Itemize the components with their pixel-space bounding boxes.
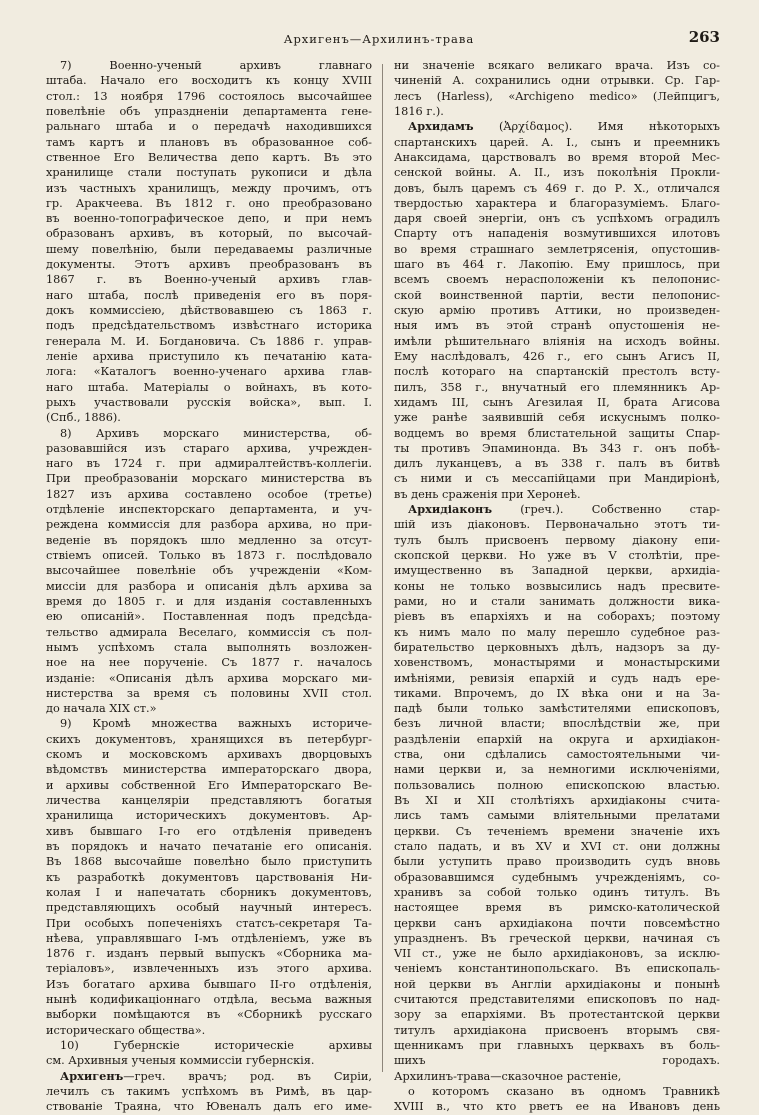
text-line: образованъ архивъ, въ который, по высочай- — [46, 227, 372, 241]
text-line: щенникамъ при главныхъ церквахъ въ боль- — [394, 1039, 720, 1052]
text-line: шій изъ діаконовъ. Первоначально этотъ ти- — [394, 518, 720, 532]
text-line: пользовались полною епископскою властью. — [394, 778, 720, 792]
text-line: водцемъ во время блистательной защиты Спар- — [394, 426, 720, 440]
text-line: скомъ и московскомъ архивахъ дворцовыхъ — [46, 748, 372, 762]
text-line: уже ранѣе заявившій себя искуснымъ полко- — [394, 411, 720, 425]
text-line: безъ личной власти; впослѣдствіи же, при — [394, 717, 720, 731]
text-line: изданіе: «Описанія дѣлъ архива морскаго ми- — [46, 671, 372, 685]
text-line: титулъ архидіакона присвоенъ вторымъ свя- — [394, 1023, 720, 1037]
text-line: образовавшимся судебнымъ учрежденіямъ, со- — [394, 870, 720, 884]
text-line: Изъ богатаго архива бывшаго II-го отдѣленія, — [46, 977, 372, 991]
text-line: шему повелѣнію, были передаваемы различные — [46, 242, 372, 256]
page-header — [38, 28, 720, 50]
text-line: время до 1805 г. и для изданія составленныхъ — [46, 594, 372, 608]
text-line: ственное Его Величества депо картъ. Въ это — [46, 150, 372, 164]
text-line: съ ними и съ мессапійцами при Мандиріонѣ, — [394, 472, 720, 486]
entry-headword: Архидамъ — [408, 119, 474, 134]
text-line: ченіемъ константинопольскаго. Въ епископаль- — [394, 962, 720, 976]
text-line: ныя имъ въ этой странѣ опустошенія не- — [394, 319, 720, 333]
text-line: ствованіе Траяна, что Ювеналъ далъ его име- — [46, 1100, 372, 1114]
text-line: документы. Этотъ архивъ преобразованъ въ — [46, 258, 372, 272]
text-line: спартанскихъ царей. А. I., сынъ и преемникъ — [394, 135, 720, 149]
text-line: были уступить право производить судъ вновь — [394, 855, 720, 869]
running-head: Архигенъ—Архилинъ-трава — [283, 32, 475, 46]
text-line: ховенствомъ, монастырями и монастырскими — [394, 656, 720, 670]
text-line: рами, но и стали занимать должности вика- — [394, 594, 720, 608]
text-line: довъ, былъ царемъ съ 469 г. до Р. Х., отличался — [394, 181, 720, 195]
text-line: нистерства за время съ половины XVII стол. — [46, 686, 372, 700]
text-line: ни значеніе всякаго великаго врача. Изъ со- — [394, 59, 720, 72]
text-line: нынѣ кодификаціоннаго отдѣла, весьма важныя — [46, 993, 372, 1007]
text-line: лись тамъ самыми вліятельными прелатами — [394, 809, 720, 823]
text-line: наго штаба. Матеріалы о войнахъ, въ кото- — [46, 380, 372, 394]
text-line: твердостью характера и благоразуміемъ. Благо- — [394, 196, 720, 210]
text-line: имѣніями, ревизія епархій и судъ надъ ере- — [394, 671, 720, 685]
text-line: имѣли рѣшительнаго вліянія на исходъ войны. — [394, 334, 720, 348]
text-line: хидамъ III, сынъ Агезилая II, брата Агисова — [394, 395, 720, 409]
text-line: ное на нее порученіе. Съ 1877 г. началось — [46, 656, 372, 670]
text-line: 1816 г.). — [394, 104, 444, 118]
text-line: ральнаго штаба и о передачѣ находившихся — [46, 120, 372, 134]
text-line: леніе архива приступило къ печатанію ката- — [46, 349, 372, 363]
text-line: даря своей энергіи, онъ съ успѣхомъ оградилъ — [394, 212, 720, 226]
text-line: ства, они сдѣлались самостоятельными чи- — [394, 748, 720, 762]
entry-headword: Архидіаконъ — [408, 502, 492, 517]
text-line-rest: (Ἀρχίδαμος). Имя нѣкоторыхъ — [473, 120, 720, 134]
text-line: гр. Аракчеева. Въ 1812 г. оно преобразовано — [46, 196, 372, 210]
text-line: лесъ (Harless), «Archigeno medico» (Лейпцигъ, — [394, 89, 720, 103]
text-line: хивъ бывшаго I-го его отдѣленія приведенъ — [46, 824, 372, 838]
text-line: и архивы собственной Его Императорскаго Ве- — [46, 778, 372, 792]
right-column — [394, 58, 720, 1114]
text-line: Въ 1868 высочайше повелѣно было приступить — [46, 855, 372, 869]
text-line: выборки помѣщаются въ «Сборникѣ русскаго — [46, 1008, 372, 1022]
text-line: наго въ 1724 г. при адмиралтействъ-коллегіи. — [46, 457, 372, 471]
text-line: 1876 г. изданъ первый выпускъ «Сборника ма- — [46, 947, 372, 961]
text-line: тельство адмирала Веселаго, коммиссія съ пол- — [46, 625, 372, 639]
text-line: вѣдомствъ министерства императорскаго двора, — [46, 763, 372, 777]
text-line: реждена коммиссія для разбора архива, но при- — [46, 518, 372, 532]
text-line: см. Архивныя ученыя коммиссіи губернскія. — [46, 1054, 315, 1068]
text-line: хранивъ за собой только одинъ титулъ. Въ — [394, 885, 720, 899]
text-line: ской воинственной партіи, вести пелопонис- — [394, 288, 720, 302]
text-line: теріаловъ», извлеченныхъ изъ этого архива. — [46, 962, 372, 976]
text-line: тамъ картъ и плановъ въ образованное соб- — [46, 135, 372, 149]
text-line: сенской войны. А. II., изъ поколѣнія Прокли- — [394, 166, 720, 180]
text-line-rest: (греч.). Собственно стар- — [491, 503, 720, 517]
text-line: къ нимъ мало по малу перешло судебное раз- — [394, 625, 720, 639]
text-line: миссіи для разбора и описанія дѣлъ архива за — [46, 579, 372, 593]
text-line: скую армію противъ Аттики, но произведен- — [394, 304, 720, 317]
text-line: раздѣленіи епархій на округа и архидіакон- — [394, 732, 720, 746]
text-line: бирательство церковныхъ дѣлъ, надзоръ за ду- — [394, 640, 720, 654]
page-number: 263 — [688, 28, 720, 46]
text-line: упраздненъ. Въ греческой церкви, начиная съ — [394, 931, 720, 945]
text-line: ею описаній». Поставленная подъ предсѣда- — [46, 610, 372, 624]
text-line: чиненій А. сохранились одни отрывки. Ср. Гар- — [394, 74, 720, 88]
text-line: При преобразованіи морскаго министерства въ — [46, 472, 372, 486]
text-line: въ день сраженія при Херонеѣ. — [394, 487, 581, 501]
text-line-rest: —греч. врачъ; род. въ Сиріи, — [123, 1069, 372, 1083]
text-line: изъ частныхъ хранилищъ, между прочимъ, отъ — [46, 181, 372, 195]
text-line: Анаксидама, царствовалъ во время второй Мес- — [394, 150, 720, 164]
text-line: церкви санъ архидіакона почти повсемѣстно — [394, 916, 720, 930]
text-line: всемъ своемъ нерасположеніи къ пелопонис- — [394, 273, 720, 287]
text-line: въ военно-топографическое депо, и при немъ — [46, 212, 372, 226]
text-line: веденіе въ порядокъ шло медленно за отсут- — [46, 533, 372, 547]
text-line: настоящее время въ римско-католической — [394, 901, 720, 915]
text-line: коны не только возвысились надъ пресвите- — [394, 579, 720, 593]
text-line: стало падать, и въ XV и XVI ст. они должны — [394, 839, 720, 853]
text-line — [46, 1069, 372, 1084]
text-line: церкви. Съ теченіемъ времени значеніе ихъ — [394, 824, 720, 838]
text-line: Архилинъ-трава—сказочное растеніе, — [394, 1069, 622, 1083]
text-line: нымъ успѣхомъ стала выполнять возложен- — [46, 640, 372, 654]
text-line: дилъ луканцевъ, а въ 338 г. палъ въ битвѣ — [394, 457, 720, 471]
text-line: тулъ былъ присвоенъ первому діакону епи- — [394, 533, 720, 547]
text-line: послѣ котораго на спартанскій престолъ всту- — [394, 365, 720, 379]
text-line: 10) Губернскіе историческіе архивы — [60, 1039, 372, 1052]
text-line: отдѣленіе инспекторскаго департамента, и уч- — [46, 503, 372, 517]
text-line: XVIII в., что кто рветъ ее на Ивановъ день — [394, 1100, 720, 1114]
text-line: рыхъ участвовали русскія войска», вып. I. — [46, 395, 372, 409]
text-line: 7) Военно-ученый архивъ главнаго — [60, 59, 372, 72]
text-line: Спарту отъ нападенія возмутившихся илотовъ — [394, 227, 720, 241]
text-line: представляющихъ особый научный интересъ. — [46, 901, 372, 915]
text-line: стол.: 13 ноября 1796 состоялось высочайшее — [46, 89, 372, 103]
text-line: нами церкви и, за немногими исключеніями, — [394, 763, 720, 777]
text-line: скихъ документовъ, хранящихся въ петербург- — [46, 732, 372, 746]
text-line: скопской церкви. Но уже въ V столѣтіи, пре- — [394, 549, 720, 562]
text-line: повелѣніе объ упраздненіи департамента гене- — [46, 104, 372, 118]
text-line: историческаго общества». — [46, 1023, 206, 1037]
text-line: нѣева, управлявшаго I-мъ отдѣленіемъ, уже въ — [46, 931, 372, 945]
text-line: генерала М. И. Богдановича. Съ 1886 г. управ- — [46, 334, 372, 348]
text-line: штаба. Начало его восходитъ къ концу XVIII — [46, 74, 372, 88]
text-line: 1867 г. въ Военно-ученый архивъ глав- — [46, 273, 372, 287]
text-line: падѣ были только замѣстителями епископовъ, — [394, 702, 720, 716]
text-line: шихъ городахъ. — [394, 1054, 720, 1068]
left-column — [46, 58, 372, 1114]
text-line: 8) Архивъ морскаго министерства, об- — [60, 426, 372, 440]
text-line: 1827 изъ архива составлено особое (третье) — [46, 487, 372, 501]
text-line: шаго въ 464 г. Лакопію. Ему пришлось, при — [394, 258, 720, 272]
text-line: во время страшнаго землетрясенія, опустошив- — [394, 242, 720, 256]
text-line: пилъ, 358 г., внучатный его племянникъ Ар- — [394, 380, 720, 394]
text-line: о которомъ сказано въ одномъ Травникѣ — [408, 1084, 720, 1098]
entry-headword: Архигенъ — [60, 1068, 124, 1083]
text-line: хранилища историческихъ документовъ. Ар- — [46, 809, 372, 823]
text-line: имущественно въ Западной церкви, архидіа- — [394, 564, 720, 578]
text-line: наго штаба, послѣ приведенія его въ поря- — [46, 288, 372, 302]
text-line: колая I и напечатать сборникъ документовъ, — [46, 885, 372, 899]
text-line: 9) Кромѣ множества важныхъ историче- — [60, 717, 372, 731]
text-line: подъ предсѣдательствомъ извѣстнаго историка — [46, 319, 372, 333]
text-line: ной церкви въ Англіи архидіаконы и понынѣ — [394, 977, 720, 991]
text-line: ствіемъ описей. Только въ 1873 г. послѣдовало — [46, 549, 372, 562]
text-line: къ разработкѣ документовъ царствованія Ни- — [46, 870, 372, 884]
text-line: разовавшійся изъ стараго архива, учрежден- — [46, 441, 372, 455]
text-line: личества канцеляріи представляютъ богатыя — [46, 794, 372, 807]
text-line: VII ст., уже не было архидіаконовъ, за исклю- — [394, 947, 720, 961]
text-line: тиками. Впрочемъ, до IX вѣка они и на За- — [394, 686, 720, 700]
text-line: Ему наслѣдовалъ, 426 г., его сынъ Агисъ II, — [394, 349, 720, 363]
text-line: считаются представителями епископовъ по над- — [394, 993, 720, 1007]
text-line: докъ коммиссіею, дѣйствовавшею съ 1863 г. — [46, 304, 372, 317]
text-line: лога: «Каталогъ военно-ученаго архива глав- — [46, 365, 372, 379]
text-line: хранилище стали поступать рукописи и дѣла — [46, 166, 372, 180]
text-line: ты противъ Эпаминонда. Въ 343 г. онъ побѣ- — [394, 441, 720, 455]
text-line: (Спб., 1886). — [46, 411, 121, 425]
text-line: въ порядокъ и начато печатаніе его описанія. — [46, 839, 372, 853]
text-line: Въ XI и XII столѣтіяхъ архидіаконы счита- — [394, 794, 720, 807]
text-line: до начала XIX ст.» — [46, 702, 157, 716]
text-columns — [46, 58, 722, 1114]
text-line — [394, 502, 720, 517]
column-divider — [382, 64, 383, 1072]
text-line: высочайшее повелѣніе объ учрежденіи «Ком- — [46, 564, 372, 578]
text-line — [394, 119, 720, 134]
text-line: ріевъ въ епархіяхъ и на соборахъ; поэтому — [394, 610, 720, 624]
text-line: зору за епархіями. Въ протестантской церкви — [394, 1008, 720, 1022]
text-line: При особыхъ попеченіяхъ статсъ-секретаря Та- — [46, 916, 372, 930]
text-line: лечилъ съ такимъ успѣхомъ въ Римѣ, въ цар- — [46, 1084, 372, 1098]
